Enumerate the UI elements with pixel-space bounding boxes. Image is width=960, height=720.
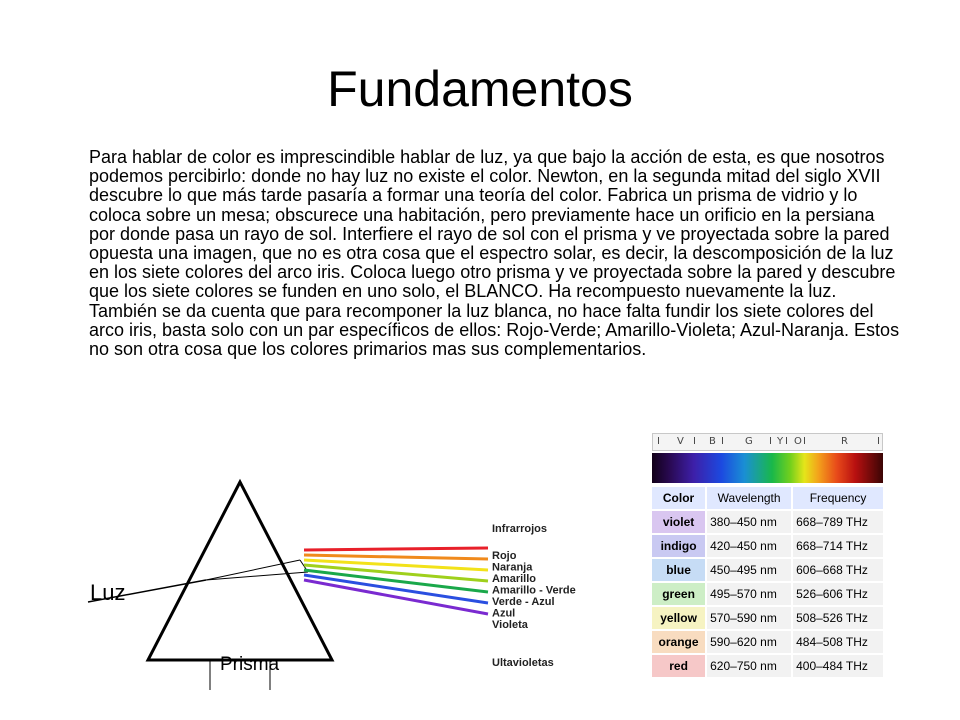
visible-spectrum-bar <box>652 453 883 483</box>
body-paragraph: Para hablar de color es imprescindible hablar de luz, ya que bajo la acción de esta, es que nosotros podemos percibirlo: donde no hay luz no existe el color. Newton, en la segunda mitad del siglo XVII descubre lo que más tarde pasaría a formar una teoría del color. Fabrica un prisma de vidrio y lo coloca sobre un mesa; obscurece una habitación, pero previamente hace un orificio en la persiana por donde pasa un rayo de sol. Interfiere el rayo de sol con el prisma y ve proyectada sobre la pared opuesta una imagen, que no es otra cosa que el espectro solar, es decir, la descomposición de la luz en los siete colores del arco iris. Coloca luego otro prisma y ve proyectada sobre la pared y descubre que los siete colores se funden en uno solo, el BLANCO. Ha recompuesto nuevamente la luz. También se da cuenta que para recomponer la luz blanca, no hace falta fundir los siete colores del arco iris, basta solo con un par específicos de ellos: Rojo-Verde; Amarillo-Violeta; Azul-Naranja. Estos no son otra cosa que los colores primarios mas sus complementarios. <box>89 147 900 360</box>
infrared-label: Infrarrojos <box>492 523 548 535</box>
frequency-cell: 606–668 THz <box>793 559 883 581</box>
prism-diagram <box>60 460 640 720</box>
table-row <box>652 583 883 605</box>
color-name-cell: violet <box>652 511 705 533</box>
spectrum-band <box>304 548 488 550</box>
color-name-cell: green <box>652 583 705 605</box>
color-table <box>650 485 885 679</box>
band-label: Violeta <box>492 619 528 631</box>
scale-label: R <box>841 436 848 447</box>
table-row <box>652 535 883 557</box>
scale-label: B <box>709 436 716 447</box>
frequency-cell: 526–606 THz <box>793 583 883 605</box>
band-label: Amarillo - Verde <box>492 584 576 597</box>
frequency-cell: 668–789 THz <box>793 511 883 533</box>
wavelength-cell: 420–450 nm <box>707 535 791 557</box>
color-name-cell: blue <box>652 559 705 581</box>
wavelength-cell: 495–570 nm <box>707 583 791 605</box>
frequency-cell: 484–508 THz <box>793 631 883 653</box>
band-label: Amarillo <box>492 573 537 585</box>
scale-label: V <box>677 436 684 447</box>
wavelength-cell: 380–450 nm <box>707 511 791 533</box>
table-header-row <box>652 487 883 509</box>
color-name-cell: yellow <box>652 607 705 629</box>
header-color: Color <box>652 487 705 509</box>
wavelength-cell: 450–495 nm <box>707 559 791 581</box>
color-name-cell: red <box>652 655 705 677</box>
spectrum-band <box>304 555 488 559</box>
scale-label: I <box>693 436 696 447</box>
spectrum-scale <box>652 433 883 451</box>
wavelength-cell: 590–620 nm <box>707 631 791 653</box>
frequency-cell: 400–484 THz <box>793 655 883 677</box>
scale-label: I <box>769 436 772 447</box>
scale-label: I <box>803 436 806 447</box>
slide-title: Fundamentos <box>327 61 633 117</box>
scale-label: Y <box>777 436 784 447</box>
frequency-cell: 668–714 THz <box>793 535 883 557</box>
spectrum-band <box>304 580 488 614</box>
scale-label: I <box>657 436 660 447</box>
scale-label: O <box>794 436 802 447</box>
light-label: Luz <box>90 580 126 605</box>
wavelength-cell: 570–590 nm <box>707 607 791 629</box>
ultraviolet-label: Ultavioletas <box>492 657 554 669</box>
color-name-cell: orange <box>652 631 705 653</box>
band-label: Verde - Azul <box>492 596 555 608</box>
scale-label: G <box>745 436 753 447</box>
color-name-cell: indigo <box>652 535 705 557</box>
scale-label: I <box>785 436 788 447</box>
wavelength-cell: 620–750 nm <box>707 655 791 677</box>
scale-label: I <box>721 436 724 447</box>
prism-label: Prisma <box>220 654 280 675</box>
table-row <box>652 655 883 677</box>
header-frequency: Frequency <box>793 487 883 509</box>
table-row <box>652 559 883 581</box>
band-label: Naranja <box>492 561 533 574</box>
table-row <box>652 631 883 653</box>
table-row <box>652 607 883 629</box>
band-label: Azul <box>492 607 516 620</box>
frequency-cell: 508–526 THz <box>793 607 883 629</box>
spectrum-panel <box>650 433 885 701</box>
scale-label: I <box>877 436 880 447</box>
band-label: Rojo <box>492 550 517 562</box>
table-row <box>652 511 883 533</box>
header-wavelength: Wavelength <box>707 487 791 509</box>
